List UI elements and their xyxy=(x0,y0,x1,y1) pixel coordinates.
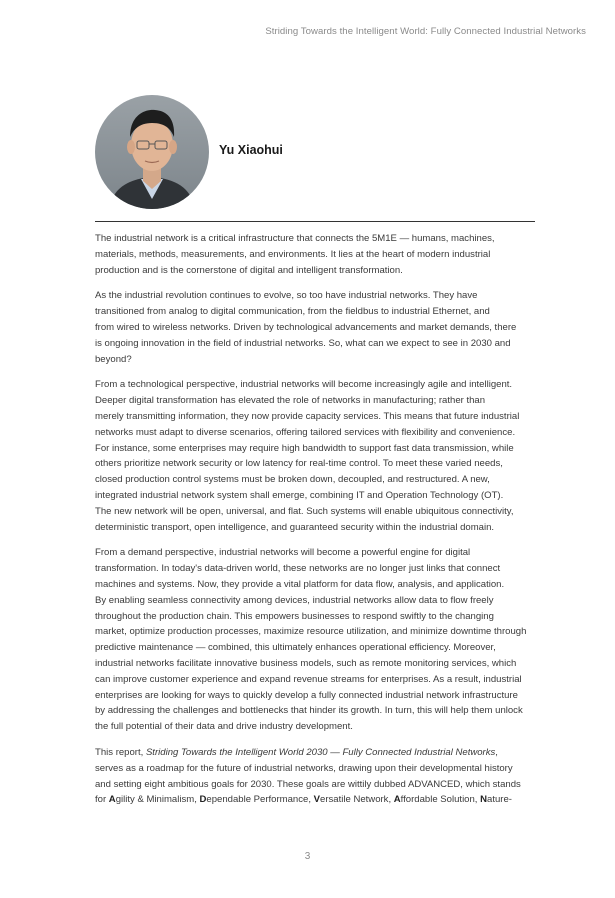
text-line: serves as a roadmap for the future of industrial networks, drawing upon their developmental history xyxy=(95,762,513,774)
text-run: for xyxy=(95,794,109,806)
text-run: , xyxy=(495,746,498,758)
paragraph xyxy=(95,231,539,278)
text-run: ependable Performance, xyxy=(206,794,314,806)
article-body xyxy=(95,231,539,818)
text-line: market, optimize production processes, maximize resource utilization, and minimize downtime through xyxy=(95,626,527,638)
acronym-letter: A xyxy=(108,794,116,806)
text-line: the full potential of their data and drive industry development. xyxy=(95,721,353,733)
text-line: networks must adapt to diverse scenarios, offering tailored services with flexibility and convenience. xyxy=(95,426,516,438)
paragraph-report-intro xyxy=(95,745,539,808)
author-avatar xyxy=(95,95,209,209)
text-line: For instance, some enterprises may require high bandwidth to support fast data transmission, while xyxy=(95,442,514,454)
text-line: others prioritize network security or low latency for real-time control. To meet these varied needs, xyxy=(95,458,503,470)
text-run: ersatile Network, xyxy=(320,794,394,806)
acronym-letter: A xyxy=(393,794,401,806)
text-line: enterprises are looking for ways to quickly develop a fully connected industrial network infrastructure xyxy=(95,689,518,701)
text-line: production and is the cornerstone of digital and intelligent transformation. xyxy=(95,264,403,276)
acronym-letter: D xyxy=(199,794,207,806)
acronym-letter: V xyxy=(313,794,321,806)
text-run: ature- xyxy=(487,794,512,806)
text-line: By enabling seamless connectivity among devices, industrial networks allow data to flow freely xyxy=(95,594,494,606)
text-line: transformation. In today's data-driven world, these networks are no longer just links that connect xyxy=(95,563,501,575)
text-line: From a technological perspective, industrial networks will become increasingly agile and intelligent. xyxy=(95,379,513,391)
acronym-letter: N xyxy=(480,794,488,806)
text-line: As the industrial revolution continues to evolve, so too have industrial networks. They have xyxy=(95,290,478,302)
text-line: throughout the production chain. This empowers businesses to respond swiftly to the changing xyxy=(95,610,494,622)
paragraph xyxy=(95,545,539,735)
text-run: This report, xyxy=(95,746,146,758)
paragraph xyxy=(95,288,539,367)
text-line: materials, methods, measurements, and environments. It lies at the heart of modern industrial xyxy=(95,248,491,260)
page-number: 3 xyxy=(304,851,311,862)
advanced-acronym-line xyxy=(95,792,539,808)
text-line: predictive maintenance — combined, this ultimately enhances operational efficiency. Moreover, xyxy=(95,642,496,654)
text-line: Deeper digital transformation has elevated the role of networks in manufacturing; rather than xyxy=(95,395,486,407)
text-line xyxy=(95,745,539,761)
text-line: is ongoing innovation in the field of industrial networks. So, what can we expect to see in 2030 and xyxy=(95,337,511,349)
text-line: merely transmitting information, they now provide capacity services. This means that future industrial xyxy=(95,410,520,422)
report-title: Striding Towards the Intelligent World 2030 — Fully Connected Industrial Networks xyxy=(145,746,496,758)
text-line: transitioned from analog to digital communication, from the fieldbus to industrial Ethernet, and xyxy=(95,306,490,318)
text-line: The new network will be open, universal, and flat. Such systems will enable ubiquitous connectivity, xyxy=(95,505,514,517)
running-header: Striding Towards the Intelligent World: Fully Connected Industrial Networks xyxy=(265,26,586,37)
paragraph xyxy=(95,377,539,535)
author-name: Yu Xiaohui xyxy=(219,143,283,157)
text-run: ffordable Solution, xyxy=(400,794,481,806)
text-line: integrated industrial network system shall emerge, combining IT and Operation Technology (OT). xyxy=(95,489,504,501)
section-divider xyxy=(95,221,535,222)
text-line: and setting eight ambitious goals for 2030. These goals are wittily dubbed ADVANCED, which stands xyxy=(95,778,521,790)
author-block xyxy=(95,95,535,210)
text-line: by addressing the challenges and bottlenecks that hinder its growth. In turn, this will help them unlock xyxy=(95,705,523,717)
text-line: beyond? xyxy=(95,353,132,365)
text-line: from wired to wireless networks. Driven by technological advancements and market demands, there xyxy=(95,321,517,333)
text-line: deterministic transport, open intelligence, and guaranteed security within the industrial domain. xyxy=(95,521,495,533)
text-line: machines and systems. Now, they provide a vital platform for data flow, analysis, and application. xyxy=(95,578,505,590)
text-line: The industrial network is a critical infrastructure that connects the 5M1E — humans, machines, xyxy=(95,233,495,244)
text-line: closed production control systems must be broken down, decoupled, and restructured. A new, xyxy=(95,474,490,486)
text-line: can improve customer experience and expand revenue streams for enterprises. As a result, industrial xyxy=(95,673,522,685)
text-line: industrial networks facilitate innovative business models, such as remote monitoring services, which xyxy=(95,657,517,669)
text-run: gility & Minimalism, xyxy=(115,794,200,806)
text-line: From a demand perspective, industrial networks will become a powerful engine for digital xyxy=(95,547,471,559)
